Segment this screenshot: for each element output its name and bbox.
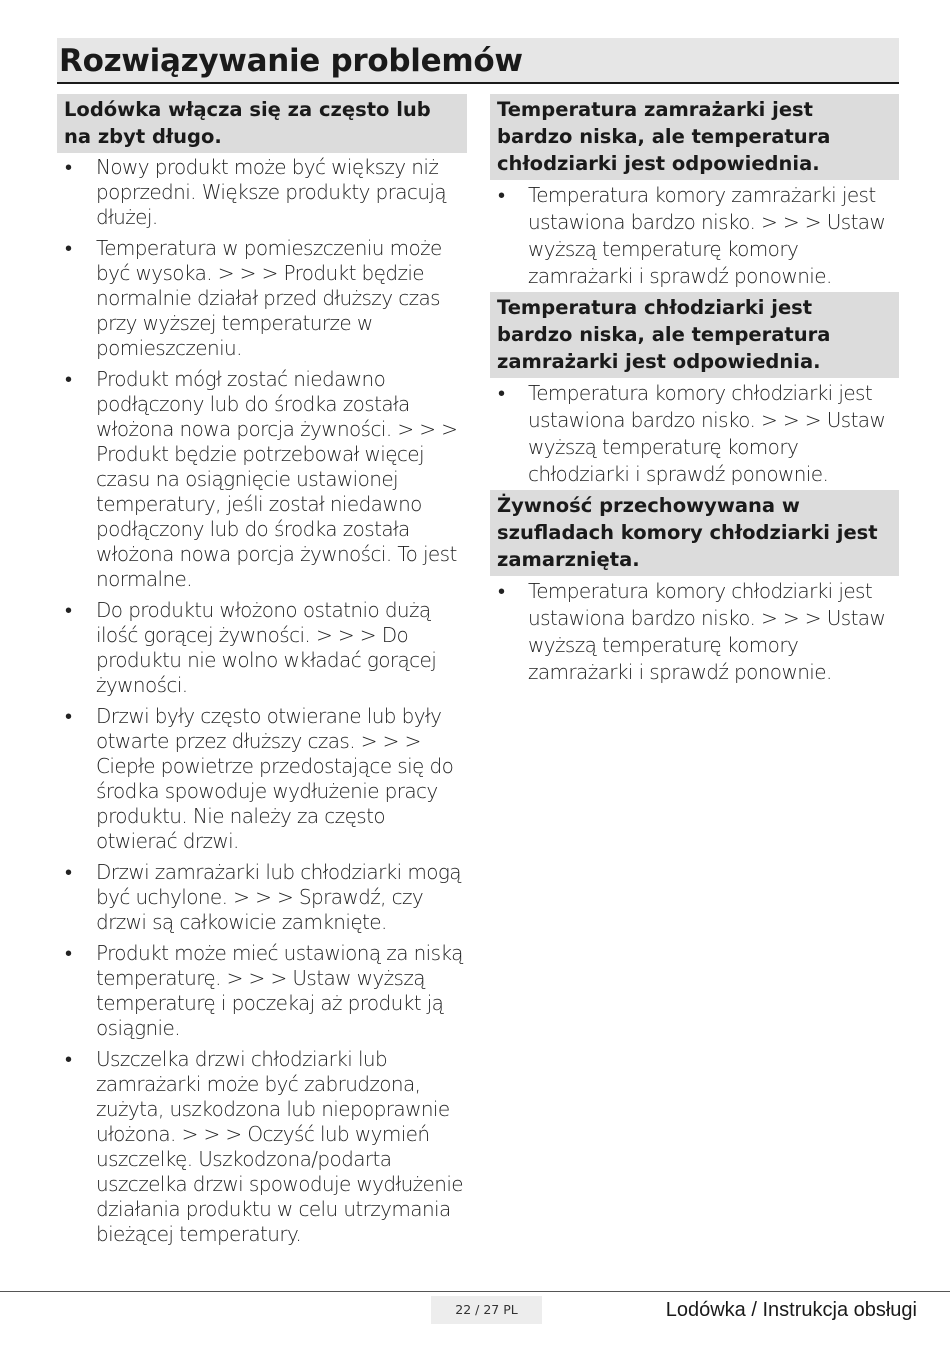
right-column [490, 94, 899, 688]
bullet-icon: • [65, 155, 72, 179]
list-item [57, 1047, 467, 1247]
section-heading: Temperatura chłodziarki jest bardzo niska, ale temperatura zamrażarki jest odpowiednia. [490, 292, 899, 378]
list-item-text: Temperatura komory chłodziarki jest ustawiona bardzo nisko. > > > Ustaw wyższą temperaturę komory chłodziarki i sprawdź ponownie. [528, 381, 886, 486]
left-column [57, 94, 467, 1253]
bullet-icon: • [65, 704, 72, 728]
list-item-text: Drzwi zamrażarki lub chłodziarki mogą być uchylone. > > > Sprawdź, czy drzwi są całkowicie zamknięte. [96, 860, 461, 934]
list-item-text: Temperatura w pomieszczeniu może być wysoka. > > > Produkt będzie normalnie działał przed dłuższy czas przy wyższej temperaturze w pomieszczeniu. [96, 236, 442, 360]
list-item [57, 860, 467, 935]
list-item-text: Temperatura komory zamrażarki jest ustawiona bardzo nisko. > > > Ustaw wyższą temperaturę komory zamrażarki i sprawdź ponownie. [528, 183, 886, 288]
section-heading: Lodówka włącza się za często lub na zbyt długo. [57, 94, 467, 153]
section-often-on [57, 94, 467, 1247]
list-item-text: Do produktu włożono ostatnio dużą ilość gorącej żywności. > > > Do produktu nie wolno wkładać gorącej żywności. [96, 598, 437, 697]
list-item [57, 367, 467, 592]
bullet-icon: • [498, 183, 505, 207]
footer-divider [0, 1291, 950, 1292]
bullet-icon: • [65, 1047, 72, 1071]
page-title: Rozwiązywanie problemów [59, 43, 523, 79]
list-item [57, 941, 467, 1041]
list-item-text: Produkt może mieć ustawioną za niską temperaturę. > > > Ustaw wyższą temperaturę i poczekaj aż produkt ją osiągnie. [96, 941, 463, 1040]
bullet-icon: • [498, 579, 505, 603]
bullet-icon: • [65, 941, 72, 965]
list-item-text: Nowy produkt może być większy niż poprzedni. Większe produkty pracują dłużej. [96, 155, 447, 229]
list-item-text: Uszczelka drzwi chłodziarki lub zamrażarki może być zabrudzona, zużyta, uszkodzona lub niepoprawnie ułożona. > > > Oczyść lub wymień uszczelkę. Uszkodzona/podarta uszczelka drzwi spowoduje wydłużenie działania produktu w celu utrzymania bieżącej temperatury. [96, 1047, 464, 1246]
list-item-text: Produkt mógł zostać niedawno podłączony lub do środka została włożona nowa porcja żywności. > > > Produkt będzie potrzebował więcej czasu na osiągnięcie ustawionej temperatury, jeśli został niedawno podłączony lub do środka została włożona nowa porcja żywności. To jest normalne. [96, 367, 458, 591]
section-heading: Temperatura zamrażarki jest bardzo niska, ale temperatura chłodziarki jest odpowiednia. [490, 94, 899, 180]
list-item [57, 704, 467, 854]
list-item [490, 578, 899, 686]
bullet-list [490, 578, 899, 686]
section-heading: Żywność przechowywana w szufladach komory chłodziarki jest zamarznięta. [490, 490, 899, 576]
list-item [490, 182, 899, 290]
list-item [57, 598, 467, 698]
list-item [57, 236, 467, 361]
section-freezer-too-cold [490, 94, 899, 290]
page-title-bar [57, 38, 899, 84]
section-fridge-too-cold [490, 292, 899, 488]
bullet-icon: • [65, 367, 72, 391]
list-item [57, 155, 467, 230]
bullet-icon: • [65, 860, 72, 884]
section-food-frozen [490, 490, 899, 686]
bullet-icon: • [498, 381, 505, 405]
bullet-list [490, 380, 899, 488]
page-number: 22 / 27 PL [431, 1296, 542, 1324]
list-item [490, 380, 899, 488]
bullet-icon: • [65, 236, 72, 260]
document-name: Lodówka / Instrukcja obsługi [665, 1299, 917, 1321]
list-item-text: Temperatura komory chłodziarki jest ustawiona bardzo nisko. > > > Ustaw wyższą temperaturę komory zamrażarki i sprawdź ponownie. [528, 579, 886, 684]
bullet-list [57, 155, 467, 1247]
list-item-text: Drzwi były często otwierane lub były otwarte przez dłuższy czas. > > > Ciepłe powietrze przedostające się do środka spowoduje wydłużenie pracy produktu. Nie należy za często otwierać drzwi. [96, 704, 454, 853]
bullet-icon: • [65, 598, 72, 622]
bullet-list [490, 182, 899, 290]
